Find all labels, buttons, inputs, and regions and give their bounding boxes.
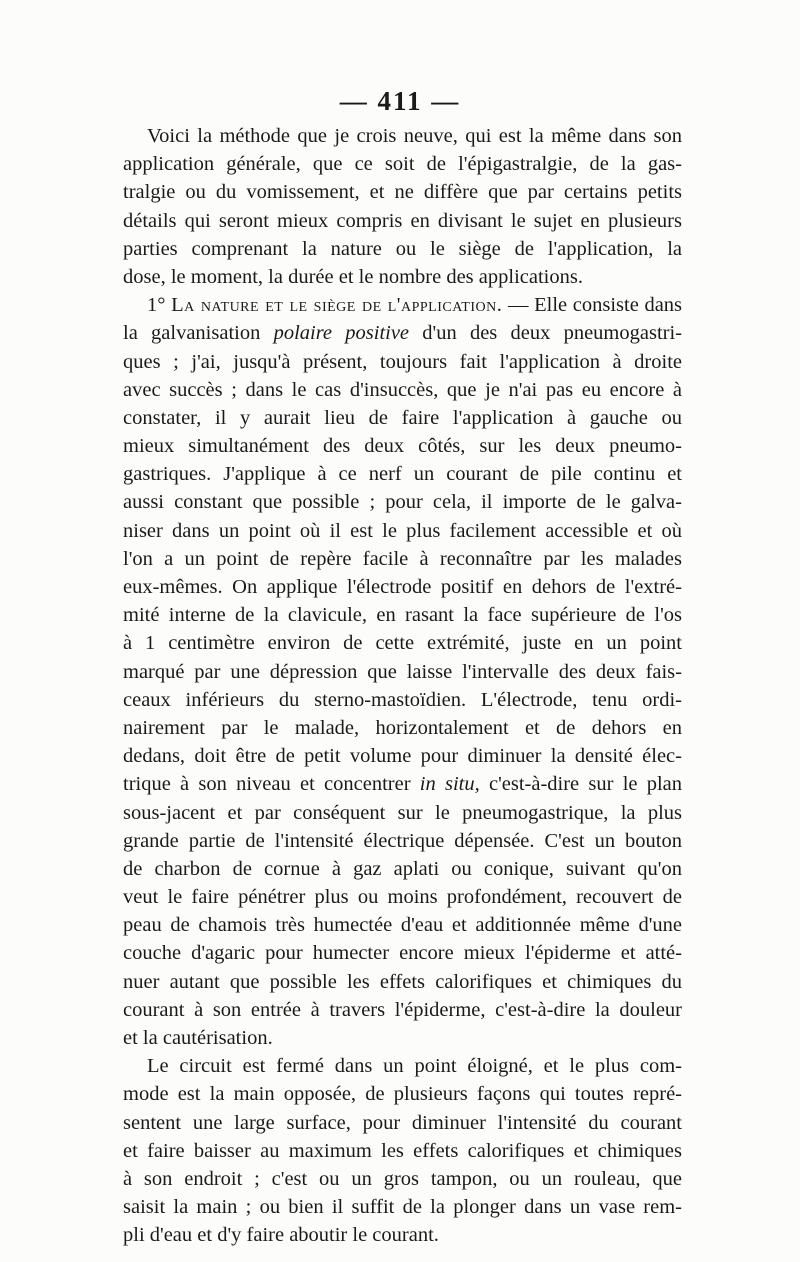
section-heading-rest: — Elle consiste dans — [508, 294, 683, 317]
section-title: La nature et le siège de l'application. — [171, 294, 503, 317]
text-line: nairement par le malade, horizontalement et de dehors en — [123, 716, 682, 739]
italic-term: in situ, — [419, 773, 480, 796]
section-heading-line — [123, 291, 682, 319]
text-line: courant à son entrée à travers l'épiderme, c'est-à-dire la douleur — [123, 998, 682, 1021]
text-line: tralgie ou du vomissement, et ne diffère que par certains petits — [123, 181, 682, 204]
italic-term: polaire positive — [273, 322, 410, 345]
text-line: et faire baisser au maximum les effets calorifiques et chimiques — [123, 1139, 682, 1162]
paragraph-2 — [123, 291, 682, 1052]
text-line: et la cautérisation. — [123, 1027, 273, 1049]
body-text — [123, 122, 682, 1250]
text-line: couche d'agaric pour humecter encore mieux l'épiderme et atté- — [123, 942, 682, 965]
text-line: de charbon de cornue à gaz aplati ou conique, suivant qu'on — [123, 857, 682, 880]
text-span: d'un des deux pneumogastri- — [422, 322, 682, 345]
text-line: saisit la main ; ou bien il suffit de la plonger dans un vase rem- — [123, 1196, 682, 1219]
text-line: mieux simultanément des deux côtés, sur les deux pneumo- — [123, 435, 682, 458]
text-line: sentent une large surface, pour diminuer l'intensité du courant — [123, 1111, 682, 1134]
text-line: peau de chamois très humectée d'eau et additionnée même d'une — [123, 914, 682, 937]
text-line: avec succès ; dans le cas d'insuccès, que je n'ai pas eu encore à — [123, 378, 682, 401]
text-line: l'on a un point de repère facile à reconnaître par les malades — [123, 547, 682, 570]
text-line: eux-mêmes. On applique l'électrode positif en dehors de l'extré- — [123, 576, 682, 598]
text-line: parties comprenant la nature ou le siège de l'application, la — [123, 237, 682, 260]
text-line: marqué par une dépression que laisse l'intervalle des deux fais- — [123, 660, 682, 683]
text-line: gastriques. J'applique à ce nerf un courant de pile continu et — [123, 463, 682, 486]
text-line: à son endroit ; c'est ou un gros tampon, ou un rouleau, que — [123, 1167, 682, 1190]
text-line: ques ; j'ai, jusqu'à présent, toujours fait l'application à droite — [123, 350, 682, 373]
page-number: — 411 — — [339, 86, 461, 116]
section-number: 1° — [147, 294, 166, 317]
text-line: niser dans un point où il est le plus facilement accessible et où — [123, 519, 682, 542]
text-line: détails qui seront mieux compris en divisant le sujet en plusieurs — [123, 209, 682, 232]
text-line: Le circuit est fermé dans un point éloigné, et le plus com- — [147, 1055, 682, 1078]
text-line — [123, 319, 682, 347]
text-line: constater, il y aurait lieu de faire l'application à gauche ou — [123, 406, 682, 429]
text-span: trique à son niveau et concentrer — [123, 773, 411, 796]
text-line: sous-jacent et par conséquent sur le pneumogastrique, la plus — [123, 801, 682, 824]
text-line: dedans, doit être de petit volume pour diminuer la densité élec- — [123, 745, 682, 768]
text-line — [123, 770, 682, 798]
paragraph-1 — [123, 122, 682, 291]
text-line: aussi constant que possible ; pour cela, il importe de le galva- — [123, 491, 682, 514]
text-line: mité interne de la clavicule, en rasant la face supérieure de l'os — [123, 604, 682, 627]
text-line: nuer autant que possible les effets calorifiques et chimiques du — [123, 970, 682, 993]
text-line: ceaux inférieurs du sterno-mastoïdien. L'électrode, tenu ordi- — [123, 688, 682, 711]
text-span: la galvanisation — [123, 322, 261, 345]
text-span: c'est-à-dire sur le plan — [488, 773, 683, 796]
paragraph-3 — [123, 1052, 682, 1249]
text-line: mode est la main opposée, de plusieurs façons qui toutes repré- — [123, 1083, 682, 1106]
text-line: à 1 centimètre environ de cette extrémité, juste en un point — [123, 632, 682, 655]
text-line: pli d'eau et d'y faire aboutir le courant. — [123, 1224, 439, 1247]
text-line: Voici la méthode que je crois neuve, qui est la même dans son — [147, 125, 682, 147]
text-line: grande partie de l'intensité électrique dépensée. C'est un bouton — [123, 829, 682, 852]
text-line: application générale, que ce soit de l'épigastralgie, de la gas- — [123, 153, 682, 176]
text-line: veut le faire pénétrer plus ou moins profondément, recouvert de — [123, 886, 682, 909]
text-line: dose, le moment, la durée et le nombre des applications. — [123, 265, 583, 288]
